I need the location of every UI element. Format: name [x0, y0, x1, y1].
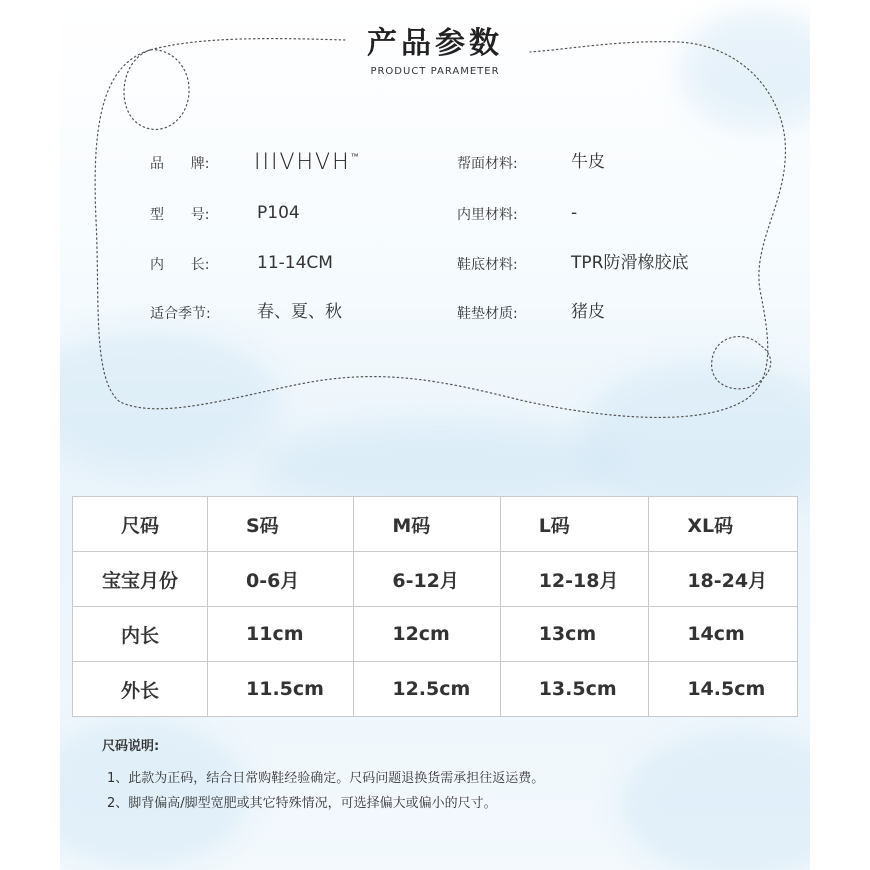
table-row: [73, 607, 798, 662]
param-value-sole-material: TPR防滑橡胶底: [571, 253, 689, 273]
table-header-cell: L码: [500, 497, 649, 552]
page-title: 产品参数: [367, 26, 503, 61]
param-label-lining-material: 内里材料:: [457, 207, 518, 223]
table-cell: 11cm: [208, 607, 354, 662]
table-header-cell: S码: [208, 497, 354, 552]
table-cell: 13.5cm: [500, 662, 649, 717]
table-header-cell: M码: [354, 497, 500, 552]
param-label-sole-material: 鞋底材料:: [457, 257, 518, 273]
table-row: [73, 552, 798, 607]
param-label-inner-length: 内 长:: [150, 257, 210, 273]
size-notes-title: 尺码说明:: [102, 739, 160, 754]
page-subtitle: PRODUCT PARAMETER: [370, 66, 500, 77]
param-label-model: 型 号:: [150, 207, 210, 223]
brand-logo: [254, 150, 359, 175]
param-label-upper-material: 帮面材料:: [457, 156, 518, 172]
size-table: [72, 496, 798, 717]
param-value-insole-material: 猪皮: [571, 302, 605, 322]
table-cell: 13cm: [500, 607, 649, 662]
size-note-item: 1、此款为正码，结合日常购鞋经验确定。尺码问题退换货需承担往返运费。: [107, 771, 545, 786]
table-cell: 12.5cm: [354, 662, 500, 717]
table-row: [73, 662, 798, 717]
table-header-row: [73, 497, 798, 552]
table-cell: 12cm: [354, 607, 500, 662]
table-cell: 14cm: [649, 607, 798, 662]
table-row-label: 内长: [73, 607, 208, 662]
table-cell: 6-12月: [354, 552, 500, 607]
param-value-upper-material: 牛皮: [571, 152, 605, 172]
param-value-lining-material: -: [571, 203, 578, 223]
size-note-item: 2、脚背偏高/脚型宽肥或其它特殊情况，可选择偏大或偏小的尺寸。: [107, 796, 497, 811]
table-cell: 11.5cm: [208, 662, 354, 717]
param-value-season: 春、夏、秋: [257, 302, 342, 322]
table-cell: 0-6月: [208, 552, 354, 607]
param-label-season: 适合季节:: [150, 306, 211, 322]
param-value-model: P104: [257, 203, 300, 223]
param-label-insole-material: 鞋垫材质:: [457, 306, 518, 322]
param-value-inner-length: 11-14CM: [257, 253, 333, 273]
table-cell: 14.5cm: [649, 662, 798, 717]
table-row-label: 外长: [73, 662, 208, 717]
param-label-brand: 品 牌:: [150, 156, 210, 172]
table-header-cell: 尺码: [73, 497, 208, 552]
brand-logo-text: IIIVHVH: [254, 150, 351, 175]
table-row-label: 宝宝月份: [73, 552, 208, 607]
background-panel: [60, 0, 810, 870]
table-cell: 18-24月: [649, 552, 798, 607]
table-cell: 12-18月: [500, 552, 649, 607]
table-header-cell: XL码: [649, 497, 798, 552]
cloud-decoration: [620, 730, 810, 870]
cloud-decoration: [60, 330, 280, 470]
trademark-mark: ™: [350, 152, 359, 161]
